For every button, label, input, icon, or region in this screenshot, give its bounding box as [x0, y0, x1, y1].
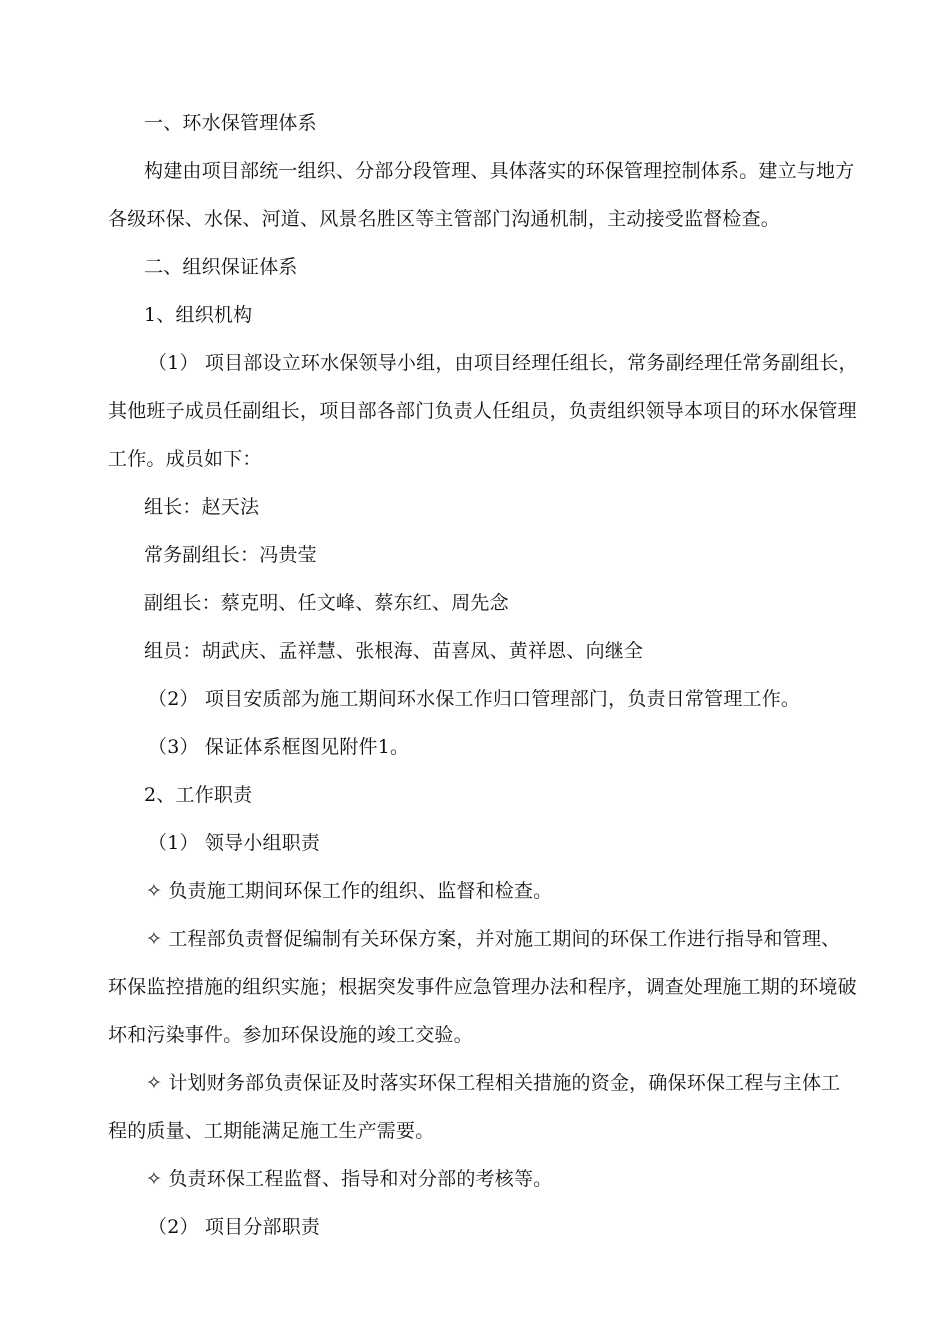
section-heading-1: 一、环水保管理体系 — [144, 112, 317, 134]
member-deputies: 副组长：蔡克明、任文峰、蔡东红、周先念 — [144, 592, 509, 614]
bullet-item: ✧ 工程部负责督促编制有关环保方案，并对施工期间的环保工作进行指导和管理、 — [146, 928, 841, 950]
bullet-item: ✧ 计划财务部负责保证及时落实环保工程相关措施的资金，确保环保工程与主体工 — [146, 1072, 841, 1094]
paragraph-line: 程的质量、工期能满足施工生产需要。 — [108, 1120, 435, 1142]
sub-heading: （1） 领导小组职责 — [148, 832, 321, 854]
member-leader: 组长：赵天法 — [144, 496, 260, 518]
sub-heading: （2） 项目分部职责 — [148, 1216, 321, 1238]
member-members: 组员：胡武庆、孟祥慧、张根海、苗喜凤、黄祥恩、向继全 — [144, 640, 644, 662]
section-heading-2: 二、组织保证体系 — [144, 256, 298, 278]
subsection-heading-org: 1、组织机构 — [144, 304, 253, 326]
bullet-item: ✧ 负责环保工程监督、指导和对分部的考核等。 — [146, 1168, 553, 1190]
paragraph-line: 其他班子成员任副组长，项目部各部门负责人任组员，负责组织领导本项目的环水保管理 — [108, 400, 857, 422]
bullet-item: ✧ 负责施工期间环保工作的组织、监督和检查。 — [146, 880, 553, 902]
subsection-heading-duties: 2、工作职责 — [144, 784, 253, 806]
paragraph-line: 环保监控措施的组织实施；根据突发事件应急管理办法和程序，调查处理施工期的环境破 — [108, 976, 857, 998]
paragraph-line: 构建由项目部统一组织、分部分段管理、具体落实的环保管理控制体系。建立与地方 — [144, 160, 855, 182]
paragraph-line: 工作。成员如下： — [108, 448, 262, 470]
member-exec-deputy: 常务副组长：冯贵莹 — [144, 544, 317, 566]
paragraph-line: 坏和污染事件。参加环保设施的竣工交验。 — [108, 1024, 473, 1046]
list-item: （3） 保证体系框图见附件1。 — [148, 736, 410, 758]
paragraph-line: 各级环保、水保、河道、风景名胜区等主管部门沟通机制，主动接受监督检查。 — [108, 208, 781, 230]
list-item: （2） 项目安质部为施工期间环水保工作归口管理部门，负责日常管理工作。 — [148, 688, 801, 710]
paragraph-line: （1） 项目部设立环水保领导小组，由项目经理任组长，常务副经理任常务副组长， — [148, 352, 858, 374]
